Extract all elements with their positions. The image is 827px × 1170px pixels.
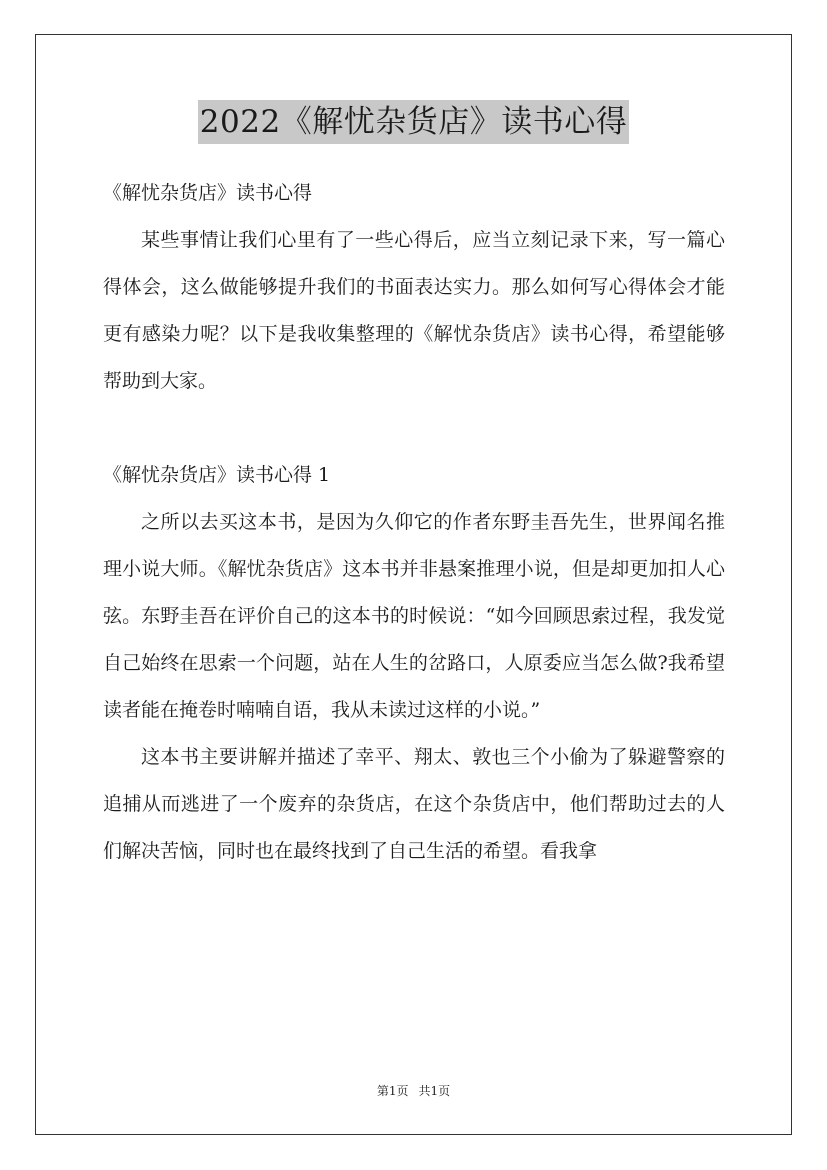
document-title: 2022《解忧杂货店》读书心得 <box>198 100 629 144</box>
section-heading: 《解忧杂货店》读书心得 1 <box>103 464 331 486</box>
paragraph-spacer <box>103 405 725 452</box>
page-footer <box>0 1082 827 1100</box>
intro-paragraph: 某些事情让我们心里有了一些心得后，应当立刻记录下来，写一篇心得体会，这么做能够提升我们的书面表达实力。那么如何写心得体会才能更有感染力呢？以下是我收集整理的《解忧杂货店》读书心得，希望能够帮助到大家。 <box>103 229 725 392</box>
title-container <box>0 100 827 144</box>
document-body <box>103 170 725 875</box>
page-number: 第1页 <box>376 1084 409 1098</box>
document-subtitle: 《解忧杂货店》读书心得 <box>103 182 313 204</box>
body-paragraph-1: 之所以去买这本书，是因为久仰它的作者东野圭吾先生，世界闻名推理小说大师。《解忧杂货店》这本书并非悬案推理小说，但是却更加扣人心弦。东野圭吾在评价自己的这本书的时候说：“如今回顾思索过程，我发觉自己始终在思索一个问题，站在人生的岔路口，人原委应当怎么做?我希望读者能在掩卷时喃喃自语，我从未读过这样的小说。” <box>103 511 725 721</box>
body-paragraph-2: 这本书主要讲解并描述了幸平、翔太、敦也三个小偷为了躲避警察的追捕从而逃进了一个废弃的杂货店，在这个杂货店中，他们帮助过去的人们解决苦恼，同时也在最终找到了自己生活的希望。看我拿 <box>103 746 725 862</box>
total-pages: 共1页 <box>418 1084 451 1098</box>
